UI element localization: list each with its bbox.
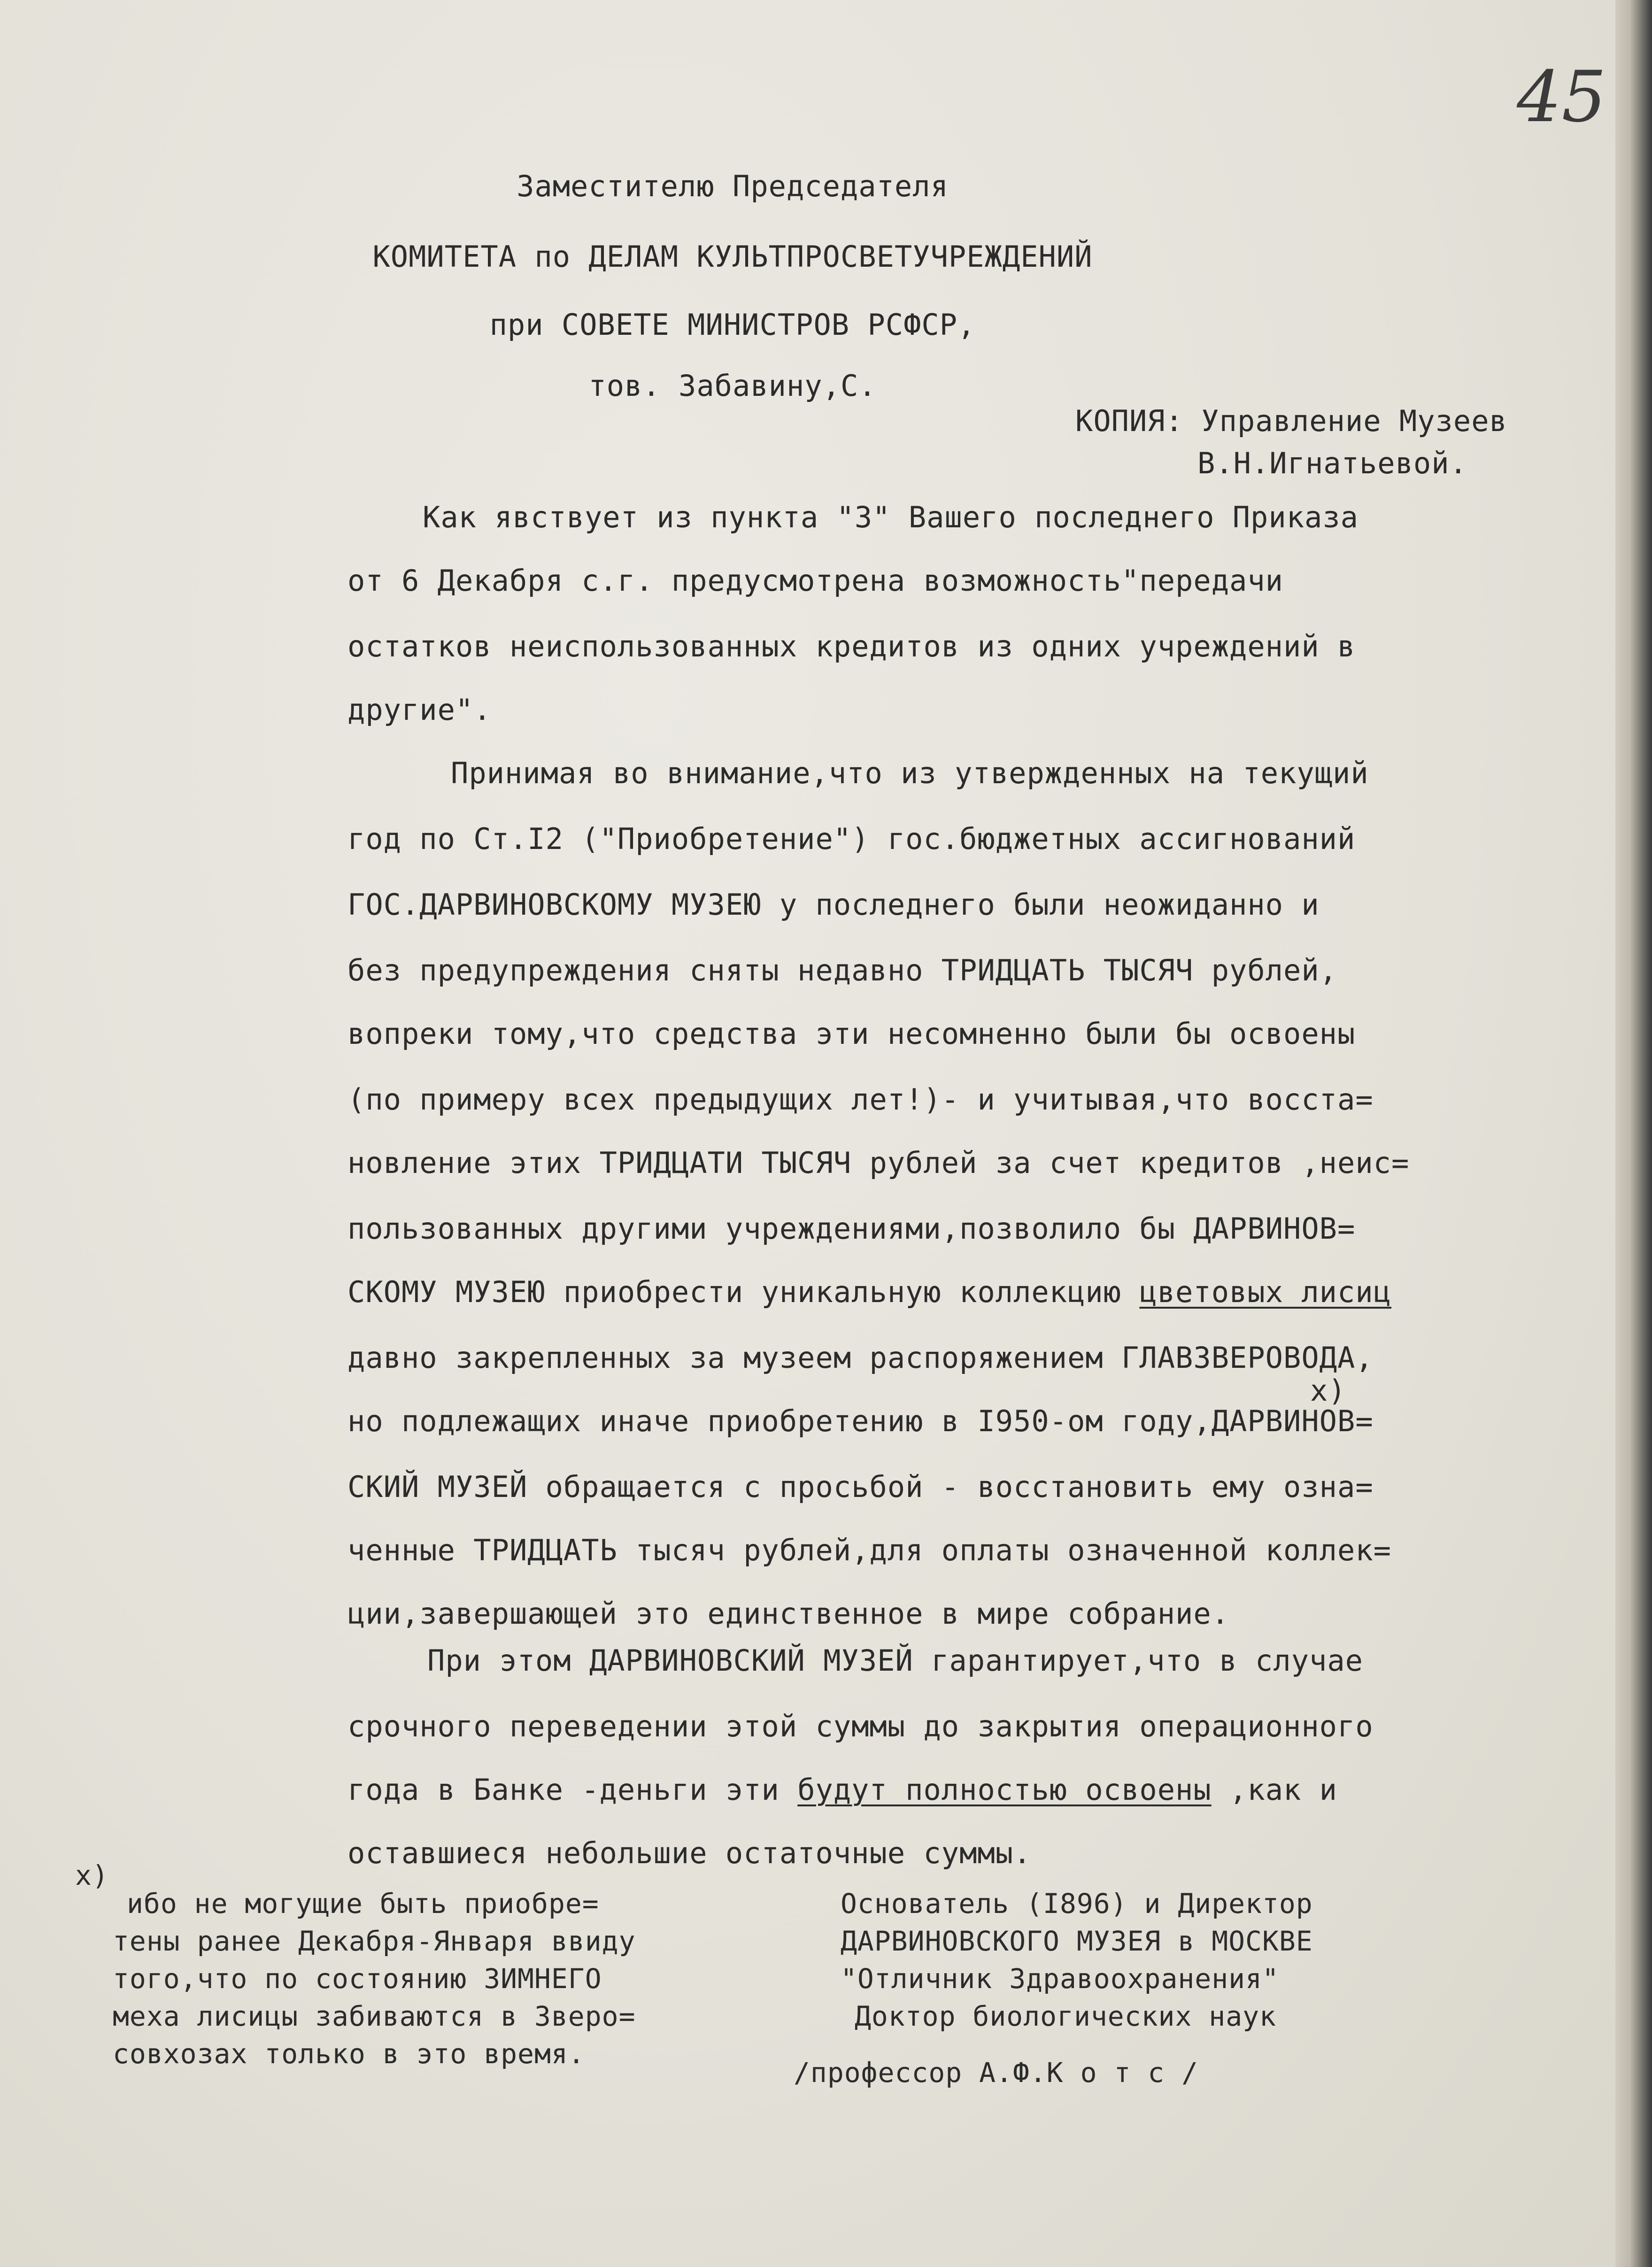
paragraph-2-line: без предупреждения сняты недавно ТРИДЦАТЬ ТЫСЯЧ рублей, <box>347 953 1337 987</box>
footnote-line: тены ранее Декабря-Января ввиду <box>113 1925 636 1957</box>
footnote-line: совхозах только в это время. <box>113 2038 585 2070</box>
paragraph-2-line: СКИЙ МУЗЕЙ обращается с просьбой - восстановить ему озна= <box>347 1470 1374 1504</box>
page-number: 45 <box>1517 56 1606 138</box>
paragraph-3-line: срочного переведении этой суммы до закрытия операционного <box>347 1709 1374 1743</box>
paragraph-2-line: ченные ТРИДЦАТЬ тысяч рублей,для оплаты означенной коллек= <box>347 1533 1391 1567</box>
underlined-phrase: будут полностью освоены <box>797 1773 1212 1807</box>
paragraph-2-line: вопреки тому,что средства эти несомненно были бы освоены <box>347 1017 1356 1051</box>
paragraph-2-line: Принимая во внимание,что из утвержденных на текущий <box>451 756 1369 790</box>
footnote-reference: х) <box>1310 1373 1346 1408</box>
footnote-line: меха лисицы забиваются в Зверо= <box>113 2000 636 2032</box>
footnote-mark: х) <box>75 1859 109 1891</box>
paragraph-2-line: давно закрепленных за музеем распоряжением ГЛАВЗВЕРОВОДА, <box>347 1341 1374 1375</box>
signature-line: ДАРВИНОВСКОГО МУЗЕЯ в МОСКВЕ <box>841 1925 1313 1957</box>
paragraph-2-line: год по Ст.I2 ("Приобретение") гос.бюджетных ассигнований <box>347 822 1356 856</box>
signature-name: /профессор А.Ф.К о т с / <box>794 2057 1199 2089</box>
paragraph-2-line: новление этих ТРИДЦАТИ ТЫСЯЧ рублей за счет кредитов ,неис= <box>347 1146 1410 1180</box>
paragraph-2-line: пользованных другими учреждениями,позволило бы ДАРВИНОВ= <box>347 1211 1356 1246</box>
signature-line: Основатель (I896) и Директор <box>841 1888 1313 1920</box>
copy-line-2: В.Н.Игнатьевой. <box>1197 446 1467 480</box>
paragraph-3-line: При этом ДАРВИНОВСКИЙ МУЗЕЙ гарантирует,что в случае <box>427 1643 1364 1678</box>
copy-line-1: КОПИЯ: Управление Музеев <box>1075 404 1507 438</box>
addressee-line-2: КОМИТЕТА по ДЕЛАМ КУЛЬТПРОСВЕТУЧРЕЖДЕНИЙ <box>372 239 1093 274</box>
addressee-line-4: тов. Забавину,С. <box>588 369 877 403</box>
paragraph-2-line: но подлежащих иначе приобретению в I950-ом году,ДАРВИНОВ= <box>347 1404 1374 1438</box>
paragraph-3-line: года в Банке -деньги эти будут полностью освоены ,как и <box>347 1773 1338 1807</box>
footnote-line: того,что по состоянию ЗИМНЕГО <box>113 1963 602 1995</box>
paragraph-1-line: Как явствует из пункта "3" Вашего последнего Приказа <box>423 500 1359 534</box>
paragraph-1-line: другие". <box>347 693 492 727</box>
signature-line: Доктор биологических наук <box>855 2000 1276 2032</box>
paragraph-1-line: от 6 Декабря с.г. предусмотрена возможность"передачи <box>347 563 1284 598</box>
paragraph-2-line: СКОМУ МУЗЕЮ приобрести уникальную коллекцию цветовых лисиц <box>347 1275 1391 1309</box>
paragraph-1-line: остатков неиспользованных кредитов из одних учреждений в <box>347 629 1356 663</box>
footnote-line: ибо не могущие быть приобре= <box>127 1888 599 1920</box>
paragraph-2-line: ГОС.ДАРВИНОВСКОМУ МУЗЕЮ у последнего были неожиданно и <box>347 887 1320 922</box>
signature-line: "Отличник Здравоохранения" <box>841 1963 1279 1995</box>
page-edge <box>1615 0 1652 2267</box>
underlined-phrase: цветовых лисиц <box>1139 1275 1391 1309</box>
paragraph-2-line: ции,завершающей это единственное в мире собрание. <box>347 1596 1230 1631</box>
addressee-line-3: при СОВЕТЕ МИНИСТРОВ РСФСР, <box>489 308 976 342</box>
addressee-line-1: Заместителю Председателя <box>517 169 949 203</box>
paragraph-3-line: оставшиеся небольшие остаточные суммы. <box>347 1836 1032 1870</box>
paragraph-2-line: (по примеру всех предыдущих лет!)- и учитывая,что восста= <box>347 1082 1374 1117</box>
